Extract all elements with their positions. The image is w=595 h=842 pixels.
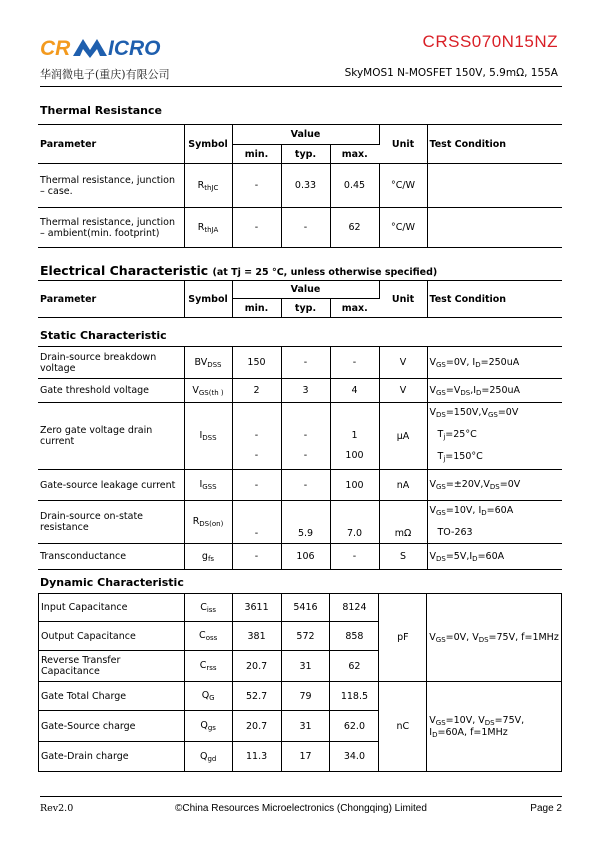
table-row: Reverse Transfer Capacitance $C_{rss}$ 20.7 31 62 [39, 651, 562, 682]
hdr-max: max. [330, 145, 379, 164]
table-row: Thermal resistance, junction – case. $R_{thJC}$ - 0.33 0.45 °C/W [38, 164, 562, 208]
hdr-parameter: Parameter [38, 125, 184, 164]
static-table [38, 346, 562, 570]
table-row: Gate-Source charge $Q_{gs}$ 20.7 31 62.0 [39, 711, 562, 742]
logo-cr: CR [40, 37, 71, 60]
table-row: Gate threshold voltage $V_{GS(th )}$ 2 3 4 V $V_{GS}=V_{DS},I_D=250uA$ [38, 379, 562, 403]
hdr-typ: typ. [281, 145, 330, 164]
electrical-title: Electrical Characteristic (at Tj = 25 °C, unless otherwise specified) [40, 263, 438, 278]
table-row: Drain-source breakdown voltage $BV_{DSS}$ 150 - - V $V_{GS}=0V$, $I_D=250uA$ [38, 347, 562, 379]
company-name-cn: 华润微电子(重庆)有限公司 [40, 68, 170, 81]
table-row: Transconductance $g_{fs}$ - 106 - S $V_{DS}=5V,I_D=60A$ [38, 544, 562, 570]
hdr-value: Value [232, 125, 379, 145]
table-row: Drain-source on-state resistance $R_{DS(on)}$ - 5.9 7.0 mΩ $V_{GS}=10V$, $I_D=60A$ TO-263 [38, 501, 562, 544]
footer-revision: Rev2.0 [40, 803, 74, 814]
logo-icro: ICRO [108, 37, 161, 60]
logo-m-mark [73, 39, 107, 58]
table-row: Gate Total Charge $Q_G$ 52.7 79 118.5 nC $V_{GS}=10V$, $V_{DS}=75V$, $I_D=60A$, f=1MHz [39, 682, 562, 711]
footer-copyright: ©China Resources Microelectronics (Chongqing) Limited [175, 803, 427, 814]
hdr-unit: Unit [379, 125, 427, 164]
charge-unit: nC [379, 682, 427, 772]
table-row: Input Capacitance $C_{iss}$ 3611 5416 8124 pF $V_{GS}=0V$, $V_{DS}=75V$, f=1MHz [39, 594, 562, 622]
company-logo [40, 36, 175, 60]
table-row: Gate-source leakage current $I_{GSS}$ - - 100 nA $V_{GS}=\pm 20V,V_{DS}=0V$ [38, 470, 562, 501]
footer-page-number: Page 2 [530, 803, 562, 814]
hdr-min: min. [232, 145, 281, 164]
hdr-symbol: Symbol [184, 125, 232, 164]
electrical-table: Parameter Symbol Value Unit Test Condition min. typ. max. [38, 280, 562, 318]
dynamic-table [38, 593, 562, 772]
header-rule [40, 86, 562, 87]
cap-unit: pF [379, 594, 427, 682]
thermal-title: Thermal Resistance [40, 104, 162, 117]
table-row: Output Capacitance $C_{oss}$ 381 572 858 [39, 622, 562, 651]
hdr-test: Test Condition [427, 125, 562, 164]
thermal-table [38, 124, 562, 248]
part-number: CRSS070N15NZ [422, 32, 558, 51]
table-row: Zero gate voltage drain current $I_{DSS}$ - - - - 1 100 μA $V_{DS}=150V,V_{GS}=0V$ $T_j=25^\circ C$ $T_j=150^\circ C$ [38, 403, 562, 470]
footer-rule [40, 796, 562, 797]
table-row: Thermal resistance, junction – ambient(min. footprint) $R_{thJA}$ - - 62 °C/W [38, 208, 562, 248]
charge-test-condition: $V_{GS}=10V$, $V_{DS}=75V$, $I_D=60A$, f=1MHz [427, 682, 562, 772]
part-description: SkyMOS1 N-MOSFET 150V, 5.9mΩ, 155A [344, 67, 558, 79]
static-title: Static Characteristic [40, 329, 167, 342]
table-row: Gate-Drain charge $Q_{gd}$ 11.3 17 34.0 [39, 742, 562, 772]
dynamic-title: Dynamic Characteristic [40, 576, 184, 589]
cap-test-condition: $V_{GS}=0V$, $V_{DS}=75V$, f=1MHz [427, 594, 562, 682]
